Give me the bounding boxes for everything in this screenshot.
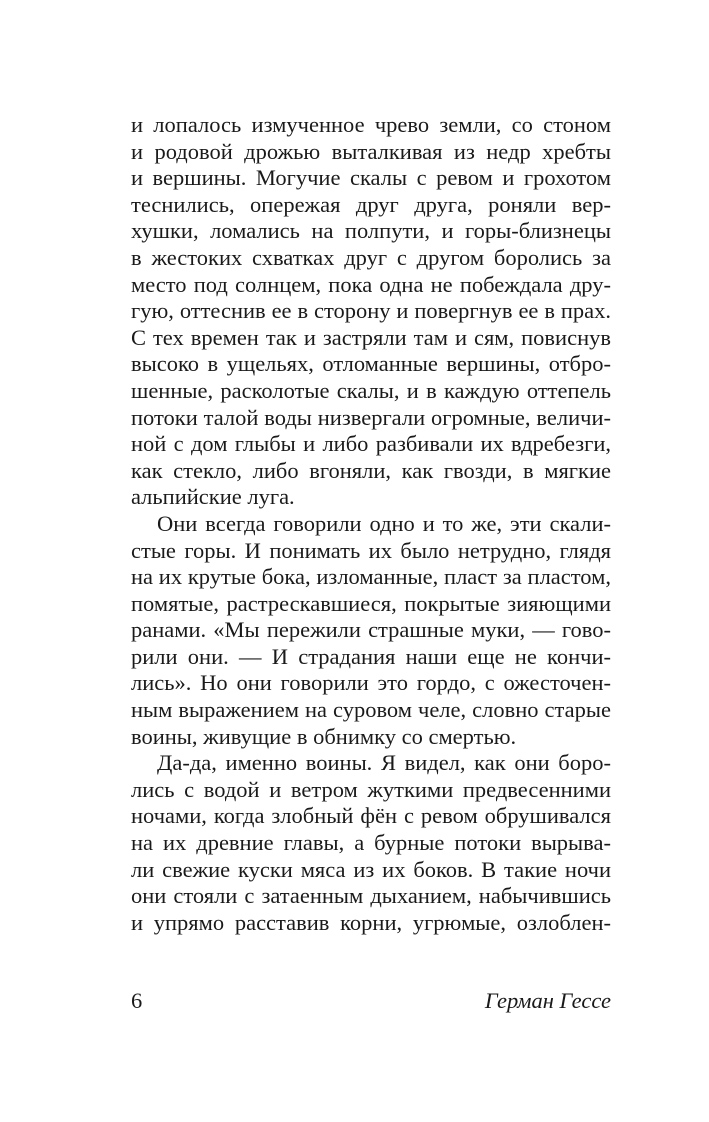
text-line: место под солнцем, пока одна не побеждала дру- — [131, 271, 611, 297]
paragraph-2 — [131, 511, 611, 750]
text-line: высоко в ущельях, отломанные вершины, отбро- — [131, 351, 611, 377]
text-line: гую, оттеснив ее в сторону и повергнув ее в прах. — [131, 298, 611, 324]
text-line: С тех времен так и застряли там и сям, повиснув — [131, 324, 611, 350]
text-line: как стекло, либо вгоняли, как гвозди, в мягкие — [131, 457, 611, 483]
text-line: шенные, расколотые скалы, и в каждую оттепель — [131, 377, 611, 403]
running-footer-author: Герман Гессе — [484, 988, 611, 1013]
text-line: альпийские луга. — [131, 484, 295, 510]
text-line: и лопалось измученное чрево земли, со стоном — [131, 112, 611, 137]
text-line: ли свежие куски мяса из их боков. В такие ночи — [131, 856, 611, 882]
text-line: ранами. «Мы пережили страшные муки, — гово- — [131, 617, 611, 643]
text-line: ной с дом глыбы и либо разбивали их вдребезги, — [131, 431, 611, 457]
text-line: стые горы. И понимать их было нетрудно, глядя — [131, 537, 611, 563]
text-line: ночами, когда злобный фён с ревом обрушивался — [131, 803, 611, 829]
text-line: и упрямо расставив корни, угрюмые, озлоблен- — [131, 909, 611, 935]
text-line: помятые, растрескавшиеся, покрытые зияющими — [131, 590, 611, 616]
text-line: Они всегда говорили одно и то же, эти скали- — [157, 510, 611, 536]
paragraph-1 — [131, 112, 611, 511]
text-line: в жестоких схватках друг с другом боролись за — [131, 244, 611, 270]
body-text — [131, 112, 611, 936]
text-line: на их древние главы, а бурные потоки вырыва- — [131, 830, 611, 856]
text-line: ным выражением на суровом челе, словно старые — [131, 697, 611, 723]
page-footer — [131, 988, 611, 1018]
text-line: лись с водой и ветром жуткими предвесенними — [131, 776, 611, 802]
text-line: теснились, опережая друг друга, роняли вер- — [131, 191, 611, 217]
text-line: они стояли с затаенным дыханием, набычившись — [131, 883, 611, 909]
text-line: воины, живущие в обнимку со смертью. — [131, 723, 517, 749]
text-line: рили они. — И страдания наши еще не кончи- — [131, 643, 611, 669]
text-line: Да-да, именно воины. Я видел, как они боро- — [157, 750, 611, 776]
text-line: потоки талой воды низвергали огромные, величи- — [131, 404, 611, 430]
text-line: хушки, ломались на полпути, и горы-близнецы — [131, 218, 611, 244]
text-line: лись». Но они говорили это гордо, с ожесточен- — [131, 670, 611, 696]
page-number: 6 — [131, 988, 143, 1013]
text-line: на их крутые бока, изломанные, пласт за пластом, — [131, 564, 611, 590]
text-line: и вершины. Могучие скалы с ревом и грохотом — [131, 165, 611, 191]
text-line: и родовой дрожью выталкивая из недр хребты — [131, 138, 611, 164]
paragraph-3 — [131, 750, 611, 936]
